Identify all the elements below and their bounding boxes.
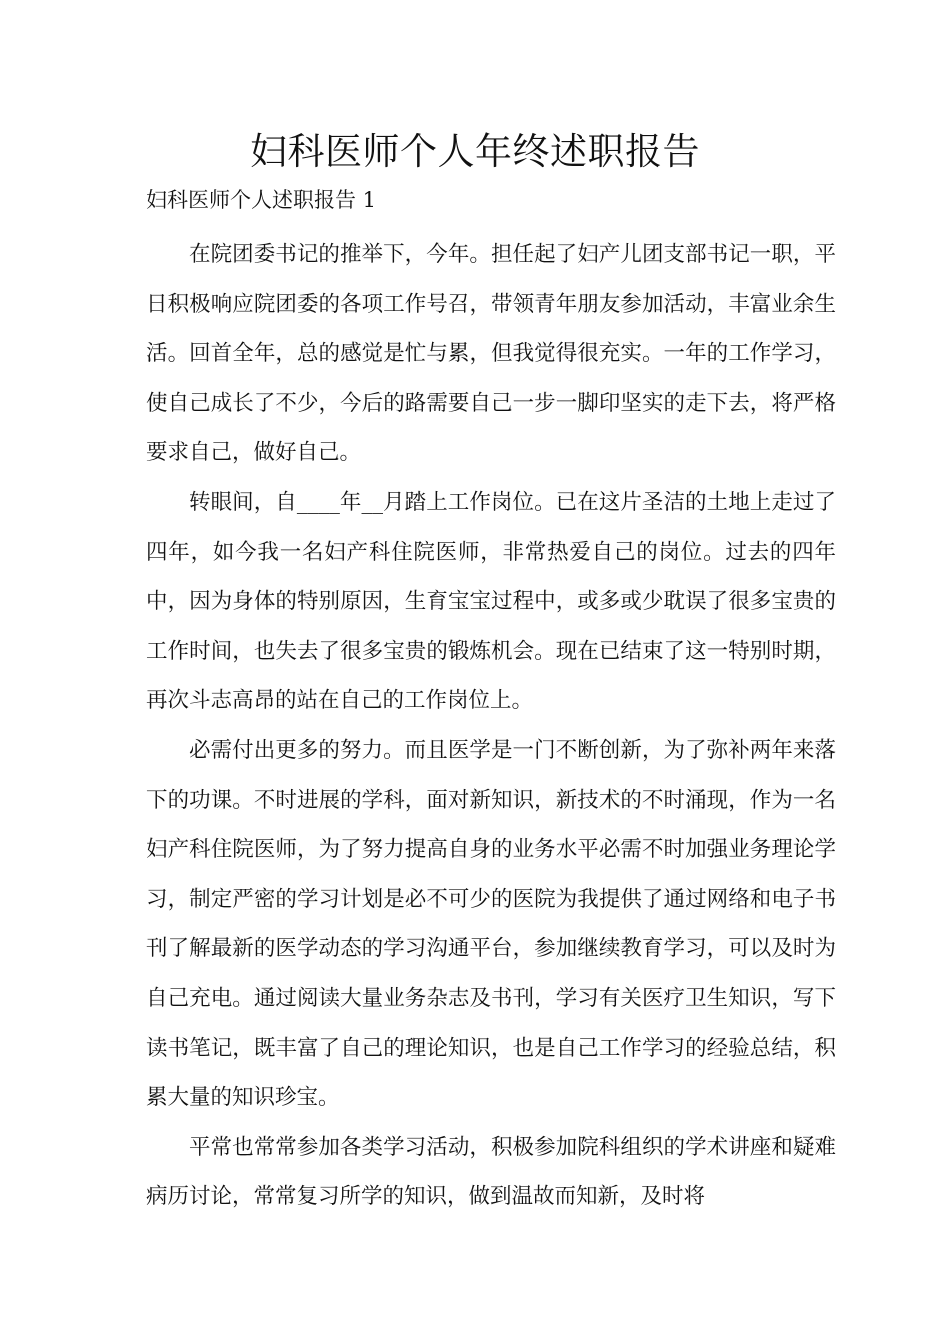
paragraph: 必需付出更多的努力。而且医学是一门不断创新，为了弥补两年来落下的功课。不时进展的学科，面对新知识，新技术的不时涌现，作为一名妇产科住院医师，为了努力提高自身的业务水平必需不时加强业务理论学习，制定严密的学习计划是必不可少的医院为我提供了通过网络和电子书刊了解最新的医学动态的学习沟通平台，参加继续教育学习，可以及时为自己充电。通过阅读大量业务杂志及书刊，学习有关医疗卫生知识，写下读书笔记，既丰富了自己的理论知识，也是自己工作学习的经验总结，积累大量的知识珍宝。 [146, 737, 836, 1111]
document-title: 妇科医师个人年终述职报告 [250, 130, 700, 173]
document-subtitle: 妇科医师个人述职报告 1 [146, 188, 377, 212]
paragraph: 转眼间，自____年__月踏上工作岗位。已在这片圣洁的土地上走过了四年，如今我一名妇产科住院医师，非常热爱自己的岗位。过去的四年中，因为身体的特别原因，生育宝宝过程中，或多或少耽误了很多宝贵的工作时间，也失去了很多宝贵的锻炼机会。现在已结束了这一特别时期，再次斗志高昂的站在自己的工作岗位上。 [146, 489, 836, 714]
document-body [146, 230, 836, 1222]
paragraph: 在院团委书记的推举下，今年。担任起了妇产儿团支部书记一职，平日积极响应院团委的各项工作号召，带领青年朋友参加活动，丰富业余生活。回首全年，总的感觉是忙与累，但我觉得很充实。一年的工作学习，使自己成长了不少，今后的路需要自己一步一脚印坚实的走下去，将严格要求自己，做好自己。 [146, 242, 836, 466]
paragraph: 平常也常常参加各类学习活动，积极参加院科组织的学术讲座和疑难病历讨论，常常复习所学的知识，做到温故而知新，及时将 [146, 1134, 836, 1210]
